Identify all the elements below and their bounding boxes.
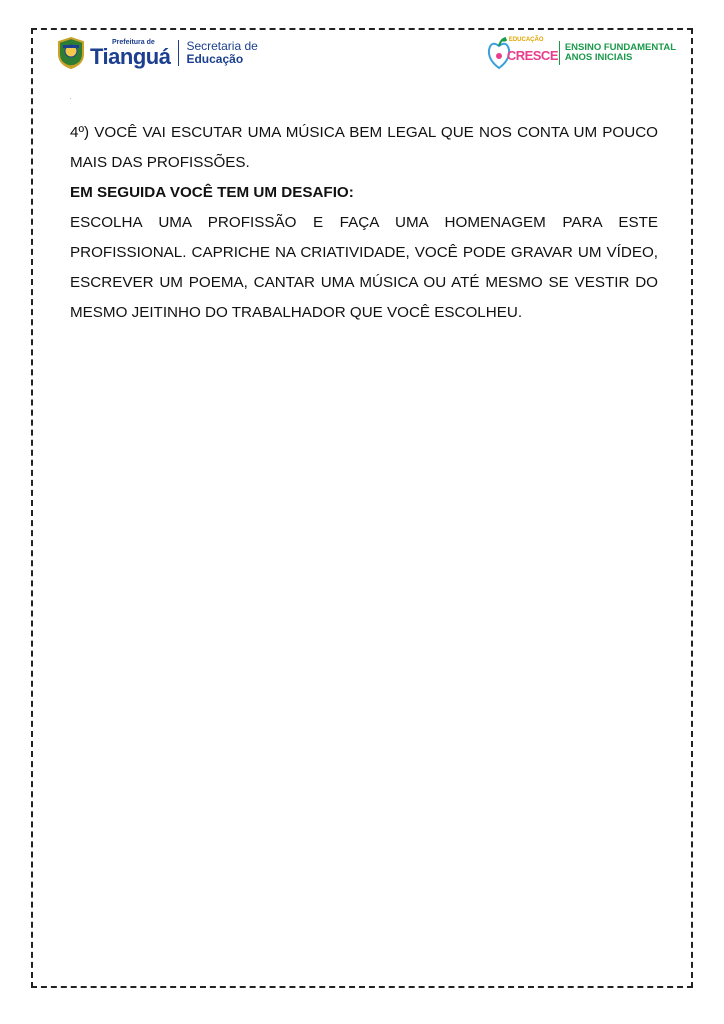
stray-mark xyxy=(70,98,71,99)
apple-heart-logo-icon xyxy=(487,35,558,71)
header-right-logo xyxy=(487,34,676,72)
ensino-block xyxy=(565,43,676,64)
city-name: Tianguá xyxy=(90,43,171,69)
edu-logo-top-text: EDUCAÇÃO xyxy=(508,37,544,43)
header-divider xyxy=(178,40,179,66)
secretaria-line2: Educação xyxy=(186,52,244,66)
activity-content xyxy=(70,118,658,328)
edu-logo-bottom-text: CRESCE xyxy=(506,48,558,63)
city-crest-icon xyxy=(56,36,86,70)
prefeitura-block xyxy=(90,39,170,68)
header-left-logo xyxy=(56,34,258,72)
header-right-divider xyxy=(559,41,560,65)
ensino-line1: ENSINO FUNDAMENTAL xyxy=(564,41,676,53)
prefeitura-label: Prefeitura de xyxy=(112,38,155,46)
secretaria-block xyxy=(186,40,257,65)
activity-paragraph-2: ESCOLHA UMA PROFISSÃO E FAÇA UMA HOMENAGEM PARA ESTE PROFISSIONAL. CAPRICHE NA CRIATIVIDADE, VOCÊ PODE GRAVAR UM VÍDEO, ESCREVER UM POEMA, CANTAR UMA MÚSICA OU ATÉ MESMO SE VESTIR DO MESMO JEITINHO DO TRABALHADOR QUE VOCÊ ESCOLHEU. xyxy=(70,214,658,321)
secretaria-line1: Secretaria de xyxy=(186,39,258,54)
activity-paragraph-1: 4º) VOCÊ VAI ESCUTAR UMA MÚSICA BEM LEGAL QUE NOS CONTA UM POUCO MAIS DAS PROFISSÕES. xyxy=(70,124,658,171)
challenge-heading: EM SEGUIDA VOCÊ TEM UM DESAFIO: xyxy=(70,184,354,201)
ensino-line2: ANOS INICIAIS xyxy=(564,52,633,63)
